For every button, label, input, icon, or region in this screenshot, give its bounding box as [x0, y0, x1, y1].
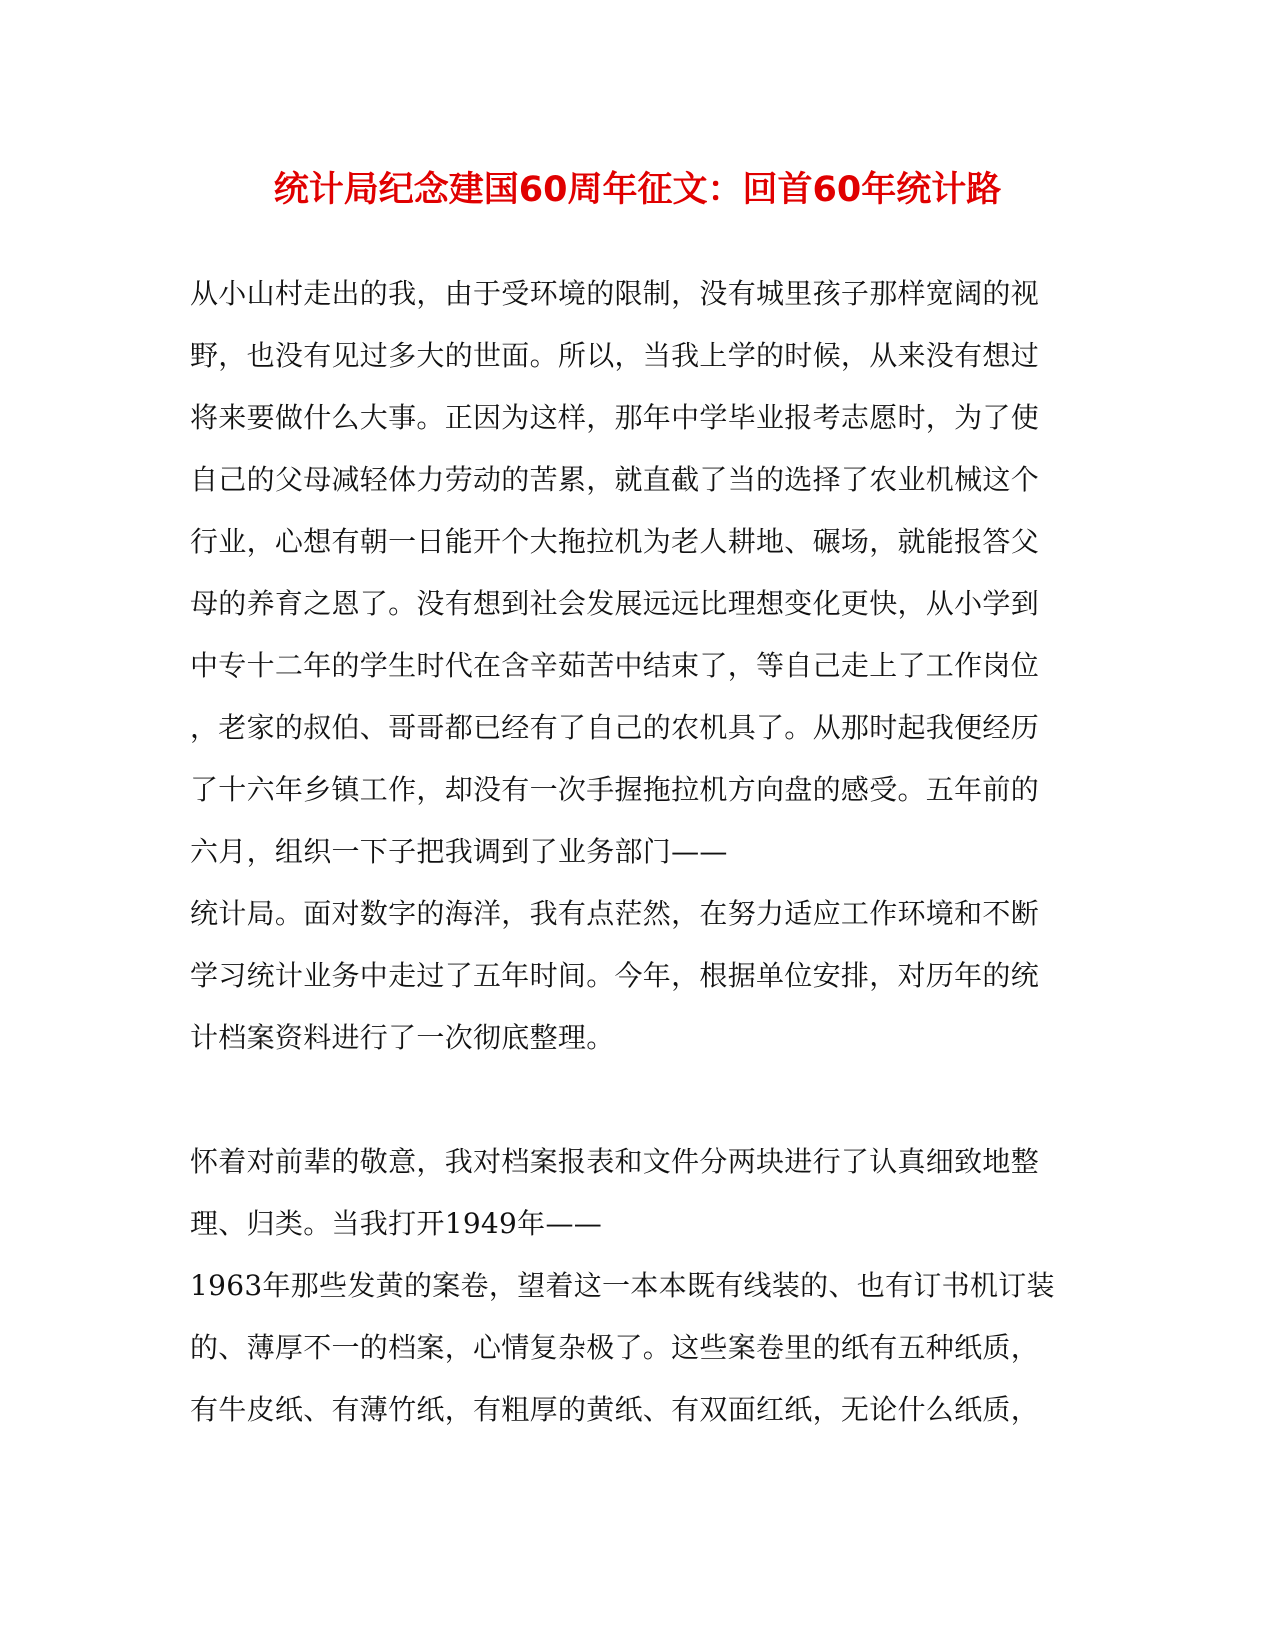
body-line: 自己的父母减轻体力劳动的苦累，就直截了当的选择了农业机械这个	[190, 463, 1040, 496]
body-line: 有牛皮纸、有薄竹纸，有粗厚的黄纸、有双面红纸，无论什么纸质，	[190, 1393, 1040, 1426]
body-line: 统计局。面对数字的海洋，我有点茫然，在努力适应工作环境和不断	[190, 897, 1040, 930]
body-line: 行业，心想有朝一日能开个大拖拉机为老人耕地、碾场，就能报答父	[190, 525, 1040, 558]
body-line: 中专十二年的学生时代在含辛茹苦中结束了，等自己走上了工作岗位	[190, 649, 1040, 682]
body-line: 了十六年乡镇工作，却没有一次手握拖拉机方向盘的感受。五年前的	[190, 773, 1040, 806]
body-line: 野，也没有见过多大的世面。所以，当我上学的时候，从来没有想过	[190, 339, 1040, 372]
document-title: 统计局纪念建国60周年征文：回首60年统计路	[273, 170, 1002, 210]
body-line: 将来要做什么大事。正因为这样，那年中学毕业报考志愿时，为了使	[190, 401, 1040, 434]
body-line: 母的养育之恩了。没有想到社会发展远远比理想变化更快，从小学到	[190, 587, 1040, 620]
body-line: 的、薄厚不一的档案，心情复杂极了。这些案卷里的纸有五种纸质，	[190, 1331, 1040, 1364]
body-line: 计档案资料进行了一次彻底整理。	[190, 1021, 615, 1054]
body-line: 怀着对前辈的敬意，我对档案报表和文件分两块进行了认真细致地整	[190, 1145, 1040, 1178]
body-line: 学习统计业务中走过了五年时间。今年，根据单位安排，对历年的统	[190, 959, 1040, 992]
body-line: ，老家的叔伯、哥哥都已经有了自己的农机具了。从那时起我便经历	[190, 711, 1040, 744]
body-line: 1963年那些发黄的案卷，望着这一本本既有线装的、也有订书机订装	[190, 1269, 1055, 1302]
body-line: 从小山村走出的我，由于受环境的限制，没有城里孩子那样宽阔的视	[190, 277, 1040, 310]
body-line: 理、归类。当我打开1949年——	[190, 1207, 603, 1240]
body-line: 六月，组织一下子把我调到了业务部门——	[190, 835, 728, 868]
